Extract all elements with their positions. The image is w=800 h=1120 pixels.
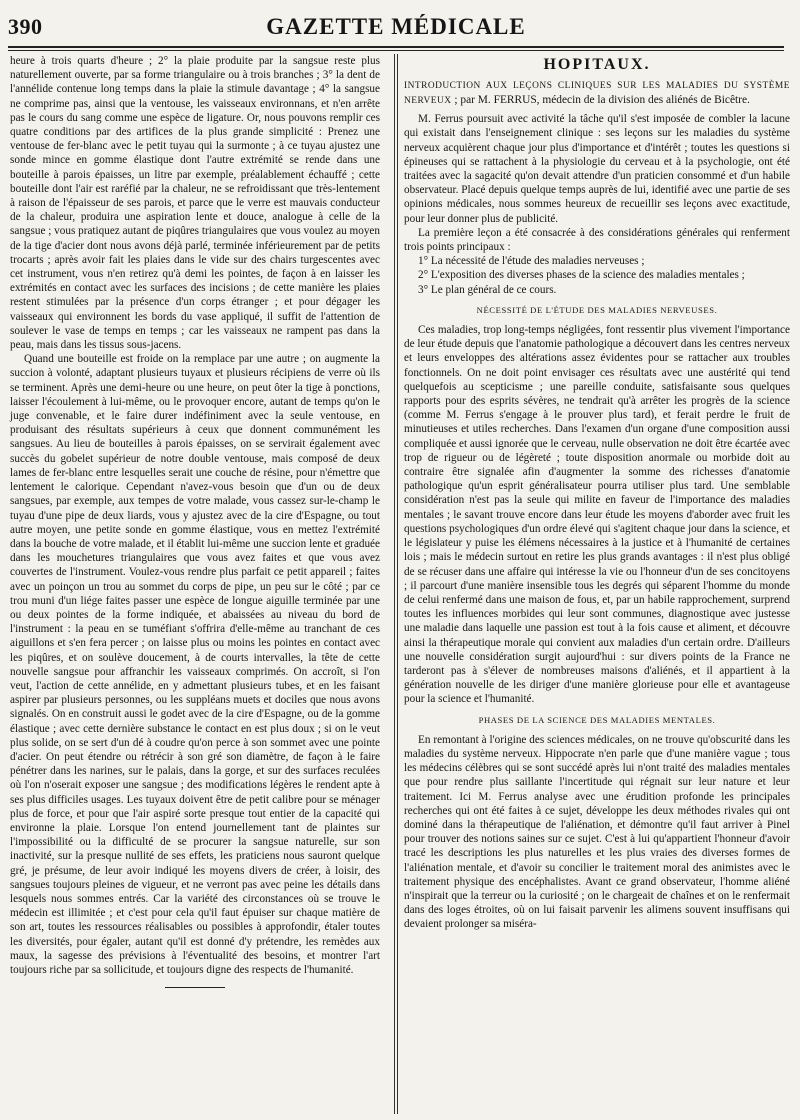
- subheading-phases: PHASES DE LA SCIENCE DES MALADIES MENTALES.: [478, 714, 716, 725]
- section-heading: HOPITAUX.: [543, 56, 651, 73]
- article-title-author: ; par M. FERRUS, médecin de la division des aliénés de Bicêtre.: [451, 94, 750, 107]
- column-separator-inner: [397, 54, 398, 1114]
- right-paragraph-2: La première leçon a été consacrée à des considérations générales qui renferment trois points principaux :: [404, 226, 790, 254]
- left-paragraph-2: Quand une bouteille est froide on la remplace par une autre ; on augmente la succion à volonté, adaptant plusieurs tuyaux et plusieurs récipiens de verre où ils se terminent. Après une demi-heure ou une heure, on peut ôter la tige à ponctions, laisser l'écoulement à lui-même, ou le provoquer encore, autant de temps qu'on le juge convenable, et le faire durer indéfiniment avec la seule ventouse, en produisant des résultats supérieurs à ceux que donnent communément les sangsues. Au lieu de bouteilles à parois épaisses, on se servirait également avec succès du gobelet supérieur de notre double ventouse, mais composé de deux lames de fer-blanc entre lesquelles serait une couche de résine, pour n'émettre que lentement le calorique. Cependant n'avez-vous besoin que d'un ou de deux sangsues, par exemple, aux tempes de votre malade, vous cassez sur-le-champ le tuyau d'une pipe de deux liards, vous y ajustez avec de la cire d'Espagne, ou tout autre moyen, une petite sonde en gomme élastique, vous en mettez l'extrémité dans la bouche de votre malade, et il établit lui-même une succion lente et graduée dans les mouchetures triangulaires que vous avez faites et que vous avez couvertes de l'instrument. Voulez-vous rendre plus parfait ce petit appareil ; faites avec un poinçon un trou au sommet du corps de pipe, un peu sur le côté ; par ce trou muni d'un liége faites passer une espèce de longue aiguille terminée par une ou deux pointes de la forme indiquée, et abaissées au niveau du bord de l'instrument : la peau en se tuméfiant s'offrira d'elle-même au tranchant de ces aiguillons et s'en fera percer ; on laisse plus ou moins les pointes en contact avec les piqûres, et on soulève doucement, à de courts intervalles, la tête de cette nouvelle sangsue pour affranchir les vaisseaux comprimés. On accroît, si l'on veut, l'action de cette annélide, en y admettant plusieurs tubes, et en les faisant aspirer par plusieurs personnes, ou les suppléans muets et dociles que nous avons signalés. On en construit aussi le godet avec de la cire d'Espagne, ou de la gomme élastique ; avec cette dernière substance le contact en est plus doux ; si on le veut plus solide, on se sert d'un dé à coudre qu'on perce à son sommet avec une pointe d'acier. On peut étendre ou rétrécir à son gré son diamètre, de façon à le faire pénétrer dans les narines, sur le palais, dans la gorge, et sur des surfaces reculées où l'on n'oserait exposer une sangsue ; des modifications légères le rendent apte à ses plus difficiles usages. Les tuyaux doivent être de petit calibre pour se ménager plus de force, et pour que l'air aspiré sorte presque tout entier de la capacité qui environne la plaie. Lorsque l'on entend journellement tant de plaintes sur l'impossibilité ou la difficulté de se procurer la sangsue naturelle, sur son inactivité, sur la presque nullité de ses effets, les praticiens nous sauront quelque gré, je présume, de leur avoir indiqué les moyens divers de créer, à loisir, des sangsues toujours pleines de vigueur, et ne verront pas avec peine les détails dans lesquels nous sommes entrés. Car la variété des circonstances où se trouve le médecin est illimitée ; et c'est pour cela qu'il faut épuiser sur chaque matière de son art, toutes les ressources réalisables ou possibles à approfondir, étaler toutes les diversités, pour égaler, autant qu'il est donné d'y prétendre, les remèdes aux maux, la sagesse des prévisions à l'éventualité des besoins, et montrer l'art toujours riche par sa sollicitude, et toujours digne des respects de l'humanité.: [10, 353, 380, 976]
- left-paragraph-1: heure à trois quarts d'heure ; 2° la plaie produite par la sangsue reste plus naturellement ouverte, par sa forme triangulaire ou à trois branches ; 3° la dent de l'annélide contenue long temps dans la plaie la stimule davantage ; 4° la sangsue ne comprime pas, ainsi que la ventouse, les vaisseaux environnans, et n'en arrête pas le cours du sang comme une espèce de ligature. Or, nous pouvons remplir ces quatre conditions par des artifices de la plus grande simplicité : Prenez une ventouse de fer-blanc avec le petit tuyau qui la surmonte ; à ce tuyau ajustez une sonde mince en gomme élastique dont l'autre extrémité se rende dans une bouteille à parois épaisses, un litre par exemple, préalablement échauffé ; cette bouteille dont l'air est raréfié par la chaleur, ne se refroidissant que très-lentement à raison de l'épaisseur de ses parois, et parce que le verre est mauvais conducteur de la chaleur, produira une aspiration lente et douce, analogue à celle de la sangsue ; vous pratiquez autant de piqûres triangulaires que vous voulez au moyen de la tige d'acier dont nous avons déjà parlé, terminée inférieurement par de petits trocarts ; après avoir fait les plaies dans le vide sur des chairs turgescentes avec cet instrument, vous n'en retirez qu'à demi les pointes, de façon à en laisser les extrémités en contact avec les surfaces des incisions ; de cette manière les plaies restent stimulées par la présence d'un corps étranger ; et pour dégager les vaisseaux qui environnent les bords du vase appliqué, il suffit de l'attention de soulever le vase de temps en temps ; car les vaisseaux ne rampent pas dans la peau, mais dans les tissus sous-jacens.: [10, 55, 380, 352]
- list-item: 2° L'exposition des diverses phases de la science des maladies mentales ;: [418, 269, 745, 282]
- newspaper-title: GAZETTE MÉDICALE: [266, 14, 526, 39]
- list-item: 1° La nécessité de l'étude des maladies nerveuses ;: [418, 255, 645, 268]
- points-list: [404, 254, 790, 297]
- header-rule: [8, 46, 784, 48]
- right-paragraph-3: Ces maladies, trop long-temps négligées, font ressentir plus vivement l'importance de leur étude depuis que l'anatomie pathologique a découvert dans les centres nerveux et leurs enveloppes des altérations assez évidentes pour se rattacher aux troubles fonctionnels. On ne doit point envisager ces résultats avec une austérité qui tend quelquefois au scepticisme ; une pareille conduite, satisfaisante sous quelques rapports pour des esprits sévères, ne tendrait qu'à arrêter les progrès de la science (comme M. Ferrus s'engage à le prouver plus tard), et ferait perdre le fruit de minutieuses et utiles recherches. Dans l'examen d'un organe d'une composition aussi compliquée et aussi ignorée que le cerveau, nulle observation ne doit être écartée avec trop de rigueur ou de légèreté ; toute disposition anormale ou morbide doit au contraire être signalée afin d'augmenter la somme des richesses d'anatomie pathologique qu'un esprit généralisateur pourra utiliser plus tard. Une semblable considération n'est pas la seule qui milite en faveur de l'importance des maladies mentales ; le savant trouve encore dans leur étude les moyens d'aborder avec fruit les questions psychologiques d'un ordre élevé qui s'agitent chaque jour dans la science, et le législateur y puise les élémens nécessaires à la justice et à l'humanité de certaines lois ; mais le médecin surtout en retire les plus grands avantages : il n'est plus obligé de se récuser dans une affaire qui intéresse la vie ou l'honneur d'un de ses concitoyens ; il parcourt d'une manière insensible tous les degrés qui séparent l'homme du monde de celui renfermé dans une maison de fous, et, par un habile rapprochement, surprend toutes les influences morbides qui leur sont communes, diagnostique avec justesse une maladie dans laquelle une passion est tout à la fois cause et aliment, et découvre ainsi la thérapeutique morale qui convient aux maladies d'un certain ordre. D'ailleurs une nouvelle considération surgit aujourd'hui : sur divers points de la France ne tarderont pas à s'élever de nombreuses maisons d'aliénés, et il appartient à la génération nouvelle de les diriger d'une manière glorieuse pour elle et avantageuse pour la science et l'humanité.: [404, 324, 790, 706]
- left-column: [10, 54, 380, 988]
- column-separator: [394, 54, 395, 1114]
- right-column: [404, 54, 790, 932]
- article-title-smallcaps: INTRODUCTION AUX LEÇONS CLINIQUES SUR LES MALADIES DU SYSTÈME NERVEUX: [404, 81, 790, 107]
- header-rule-thin: [8, 50, 784, 51]
- right-paragraph-4: En remontant à l'origine des sciences médicales, on ne trouve qu'obscurité dans les maladies du système nerveux. Hippocrate n'en parle que d'une manière vague ; tous les médecins célèbres qui se sont succédé après lui n'ont traité des maladies mentales que pour rendre plus saillante l'incertitude qui régnait sur leur nature et leur traitement. Ici M. Ferrus analyse avec une érudition profonde les principales recherches qui ont été faites à ce sujet, développe les deux méthodes rivales qui ont dominé dans la thérapeutique de l'aliénation, et démontre qu'il faut arriver à Pinel pour trouver des notions saines sur ce sujet. C'est à lui qu'appartient l'honneur d'avoir tracé les descriptions les plus naturelles et les plus vraies des diverses formes de l'aliénation mentale, et d'avoir su concilier le traitement moral des animistes avec le traitement physique des encéphalistes. Avant ce grand observateur, l'homme aliéné n'inspirait que la terreur ou la curiosité ; on le chargeait de chaînes et on le renfermait dans des loges étroites, où on lui faisait parvenir les alimens souvent insuffisans qui devaient prolonger sa miséra-: [404, 733, 790, 931]
- page-number: 390: [8, 14, 43, 39]
- subheading-necessity: NÉCESSITÉ DE L'ÉTUDE DES MALADIES NERVEUSES.: [476, 304, 718, 315]
- article-title: [404, 78, 790, 108]
- article-end-rule: [165, 987, 225, 988]
- page-header: [8, 10, 784, 46]
- right-paragraph-1: M. Ferrus poursuit avec activité la tâche qu'il s'est imposée de combler la lacune qui existait dans l'enseignement clinique : ses leçons sur les maladies du système nerveux acquièrent chaque jour plus d'importance et d'intérêt ; toutes les questions si épineuses qui se rattachent à la physiologie du cerveau et à la psychologie, ont été traitées avec la sagacité qu'on devait attendre d'un praticien consommé et d'un habile observateur. Placé depuis quelque temps auprès de lui, identifié avec une partie de ses opinions médicales, nous sommes heureux de recueillir ses leçons avec exactitude, pour leur donner plus de publicité.: [404, 113, 790, 225]
- list-item: 3° Le plan général de ce cours.: [418, 283, 557, 296]
